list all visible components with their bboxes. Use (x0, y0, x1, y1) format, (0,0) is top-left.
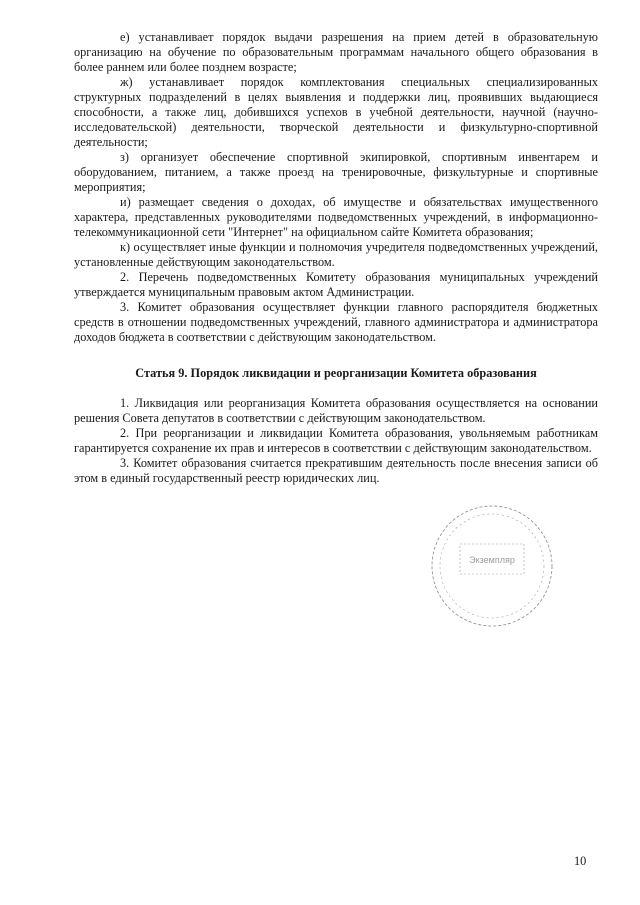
paragraph-item-e: е) устанавливает порядок выдачи разрешения на прием детей в образовательную организацию на обучение по образовательным программам начального общего образования в более раннем или более позднем возрасте; (74, 30, 598, 74)
article-9-heading: Статья 9. Порядок ликвидации и реорганизации Комитета образования (135, 366, 537, 380)
paragraph-item-zh: ж) устанавливает порядок комплектования специальных специализированных структурных подразделений в целях выявления и поддержки лиц, проявивших выдающиеся способности, а также лиц, добившихся успехов в учебной деятельности, научной (научно-исследовательской) деятельности, творческой деятельности и физкультурно-спортивной деятельности; (74, 75, 598, 149)
paragraph-item-k: к) осуществляет иные функции и полномочия учредителя подведомственных учреждений, установленные действующим законодательством. (74, 240, 598, 269)
stamp-label: Экземпляр (469, 555, 515, 565)
article-9-point-1: 1. Ликвидация или реорганизация Комитета образования осуществляется на основании решения Совета депутатов в соответствии с действующим законодательством. (74, 396, 598, 425)
paragraph-point-2: 2. Перечень подведомственных Комитету образования муниципальных учреждений утверждается муниципальным правовым актом Администрации. (74, 270, 598, 299)
paragraph-point-3: 3. Комитет образования осуществляет функции главного распорядителя бюджетных средств в отношении подведомственных учреждений, главного администратора и администратора доходов бюджета в соответствии с действующим законодательством. (74, 300, 598, 344)
paragraph-item-i: и) размещает сведения о доходах, об имуществе и обязательствах имущественного характера, представленных руководителями подведомственных учреждений, в информационно-телекоммуникационной сети "Интернет" на официальном сайте Комитета образования; (74, 195, 598, 239)
document-body (74, 30, 598, 486)
seal-stamp-icon (426, 500, 558, 632)
page-number: 10 (574, 854, 587, 868)
paragraph-item-z: з) организует обеспечение спортивной экипировкой, спортивным инвентарем и оборудованием, питанием, а также проезд на тренировочные, физкультурные и спортивные мероприятия; (74, 150, 598, 194)
article-9-point-2: 2. При реорганизации и ликвидации Комитета образования, увольняемым работникам гарантируется сохранение их прав и интересов в соответствии с действующим законодательством. (74, 426, 598, 455)
article-9-point-3: 3. Комитет образования считается прекратившим деятельность после внесения записи об этом в единый государственный реестр юридических лиц. (74, 456, 598, 485)
